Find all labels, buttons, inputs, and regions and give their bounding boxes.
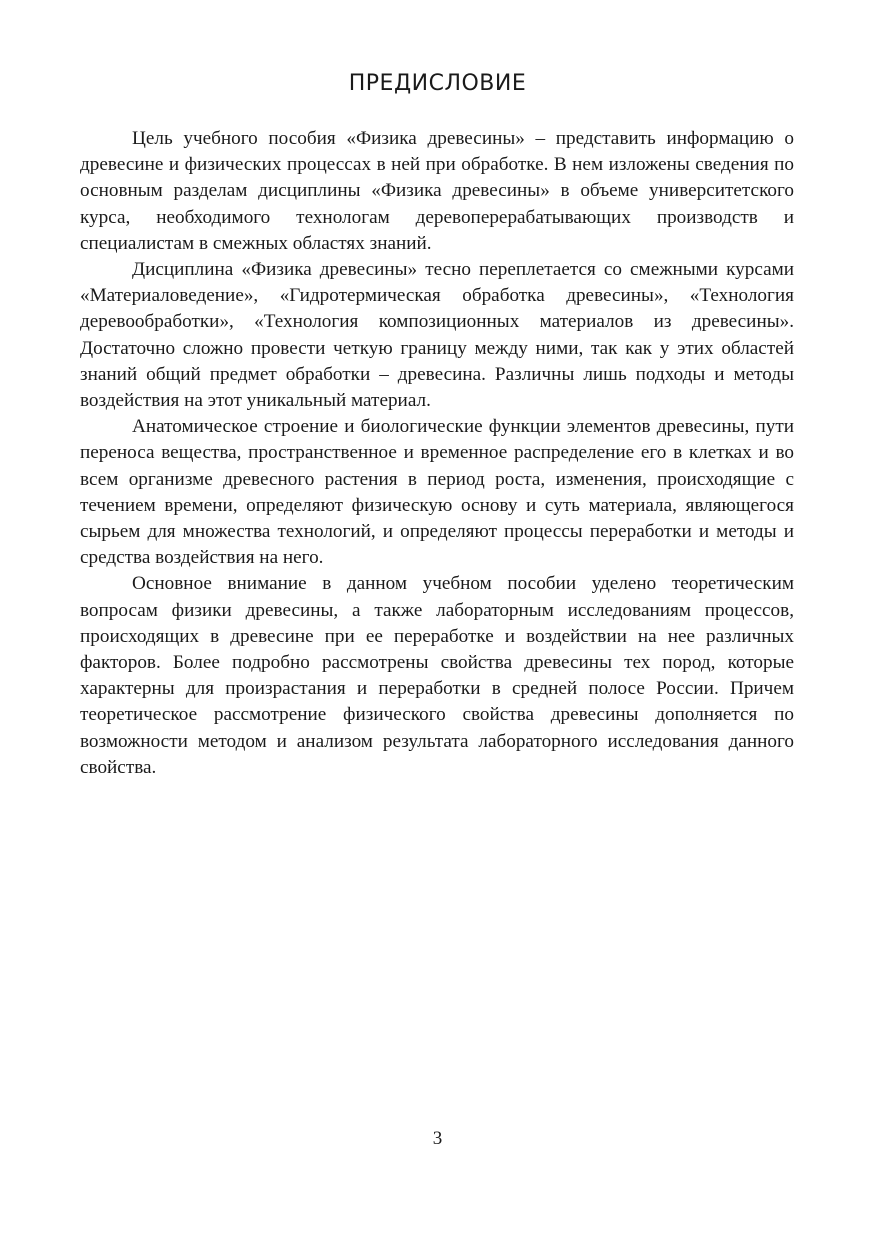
body-text bbox=[80, 126, 794, 781]
paragraph: Основное внимание в данном учебном пособии уделено теоретическим вопросам физики древесины, а также лабораторным исследованиям процессов, происходящих в древесине при ее переработке и воздействии на нее различных факторов. Более подробно рассмотрены свойства древесины тех пород, которые характерны для произрастания и переработки в средней полосе России. Причем теоретическое рассмотрение физического свойства древесины дополняется по возможности методом и анализом результата лабораторного исследования данного свойства. bbox=[80, 573, 794, 778]
paragraph: Дисциплина «Физика древесины» тесно переплетается со смежными курсами «Материаловедение», «Гидротермическая обработка древесины», «Технология деревообработки», «Технология композиционных материалов из древесины». Достаточно сложно провести четкую границу между ними, так как у этих областей знаний общий предмет обработки – древесина. Различны лишь подходы и методы воздействия на этот уникальный материал. bbox=[80, 259, 794, 412]
paragraph: Цель учебного пособия «Физика древесины» – представить информацию о древесине и физических процессах в ней при обработке. В нем изложены сведения по основным разделам дисциплины «Физика древесины» в объеме университетского курса, необходимого технологам деревоперерабатывающих производств и специалистам в смежных областях знаний. bbox=[80, 128, 794, 254]
page-number: 3 bbox=[432, 1128, 443, 1149]
page-title: ПРЕДИСЛОВИЕ bbox=[348, 71, 527, 96]
paragraph: Анатомическое строение и биологические функции элементов древесины, пути переноса вещества, пространственное и временное распределение его в клетках и во всем организме древесного растения в период роста, изменения, происходящие с течением времени, определяют физическую основу и суть материала, являющегося сырьем для множества технологий, и определяют процессы переработки и методы и средства воздействия на него. bbox=[80, 416, 794, 569]
